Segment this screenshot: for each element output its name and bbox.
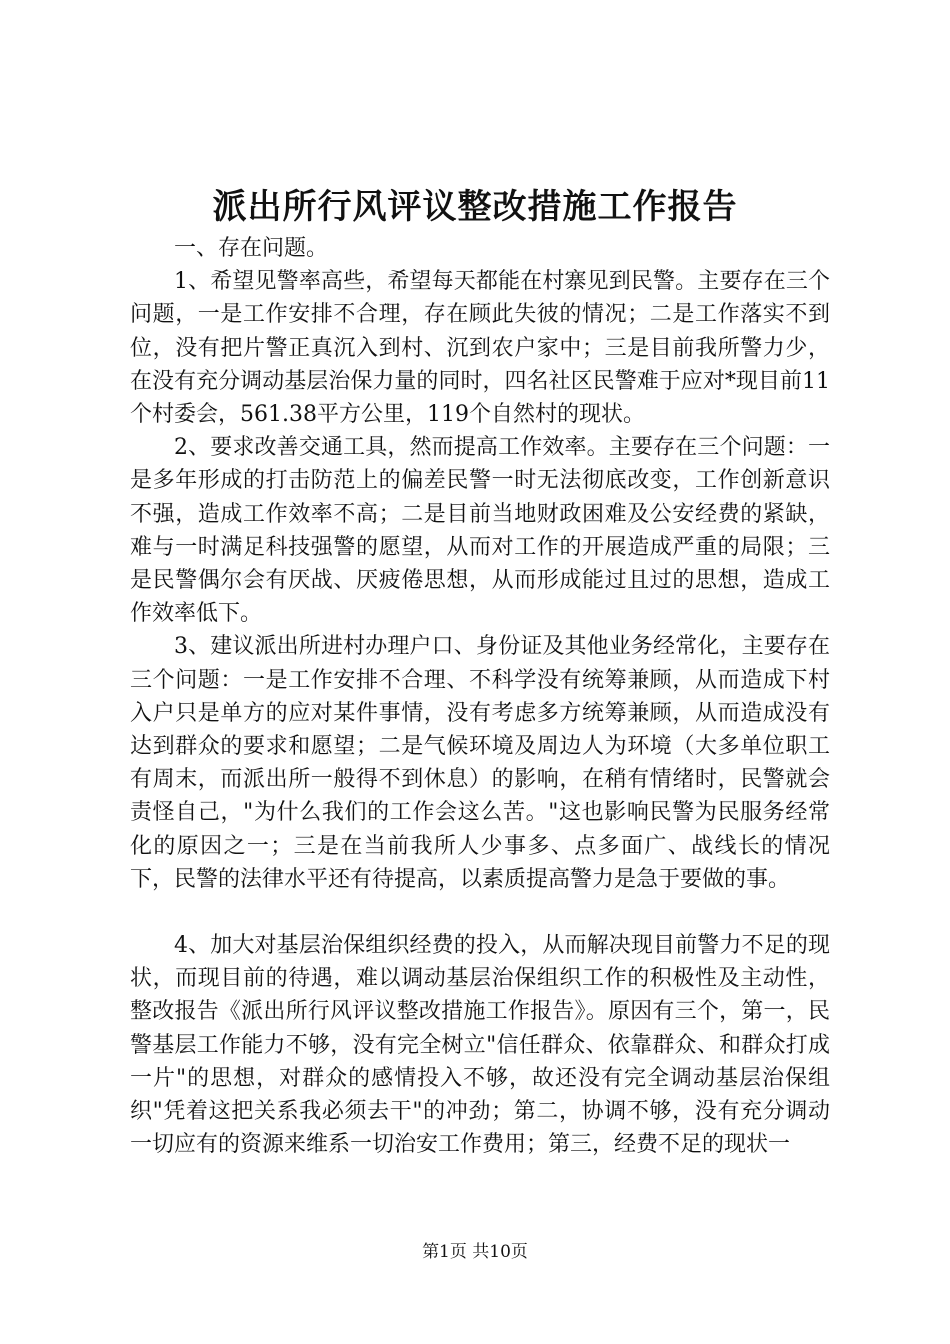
- document-title: 派出所行风评议整改措施工作报告: [212, 187, 738, 227]
- document-body: [130, 232, 830, 1161]
- page-footer: 第1页 共10页: [422, 1242, 528, 1262]
- section-heading: 一、存在问题。: [174, 236, 329, 261]
- paragraph-3: 3、建议派出所进村办理户口、身份证及其他业务经常化，主要存在三个问题：一是工作安排不合理、不科学没有统筹兼顾，从而造成下村入户只是单方的应对某件事情，没有考虑多方统筹兼顾，从而造成没有达到群众的要求和愿望；二是气候环境及周边人为环境（大多单位职工有周末，而派出所一般得不到休息）的影响，在稍有情绪时，民警就会责怪自己，"为什么我们的工作会这么苦。"这也影响民警为民服务经常化的原因之一；三是在当前我所人少事多、点多面广、战线长的情况下，民警的法律水平还有待提高，以素质提高警力是急于要做的事。: [130, 634, 830, 892]
- paragraph-1: 1、希望见警率高些，希望每天都能在村寨见到民警。主要存在三个问题，一是工作安排不合理，存在顾此失彼的情况；二是工作落实不到位，没有把片警正真沉入到村、沉到农户家中；三是目前我所警力少，在没有充分调动基层治保力量的同时，四名社区民警难于应对*现目前11个村委会，561.38平方公里，119个自然村的现状。: [130, 269, 830, 428]
- paragraph-4: 4、加大对基层治保组织经费的投入，从而解决现目前警力不足的现状，而现目前的待遇，难以调动基层治保组织工作的积极性及主动性，整改报告《派出所行风评议整改措施工作报告》。原因有三个，第一，民警基层工作能力不够，没有完全树立"信任群众、依靠群众、和群众打成一片"的思想，对群众的感情投入不够，故还没有完全调动基层治保组织"凭着这把关系我必须去干"的冲劲；第二，协调不够，没有充分调动一切应有的资源来维系一切治安工作费用；第三，经费不足的现状一: [130, 933, 830, 1158]
- paragraph-2: 2、要求改善交通工具，然而提高工作效率。主要存在三个问题：一是多年形成的打击防范上的偏差民警一时无法彻底改变，工作创新意识不强，造成工作效率不高；二是目前当地财政困难及公安经费的紧缺，难与一时满足科技强警的愿望，从而对工作的开展造成严重的局限；三是民警偶尔会有厌战、厌疲倦思想，从而形成能过且过的思想，造成工作效率低下。: [130, 435, 830, 627]
